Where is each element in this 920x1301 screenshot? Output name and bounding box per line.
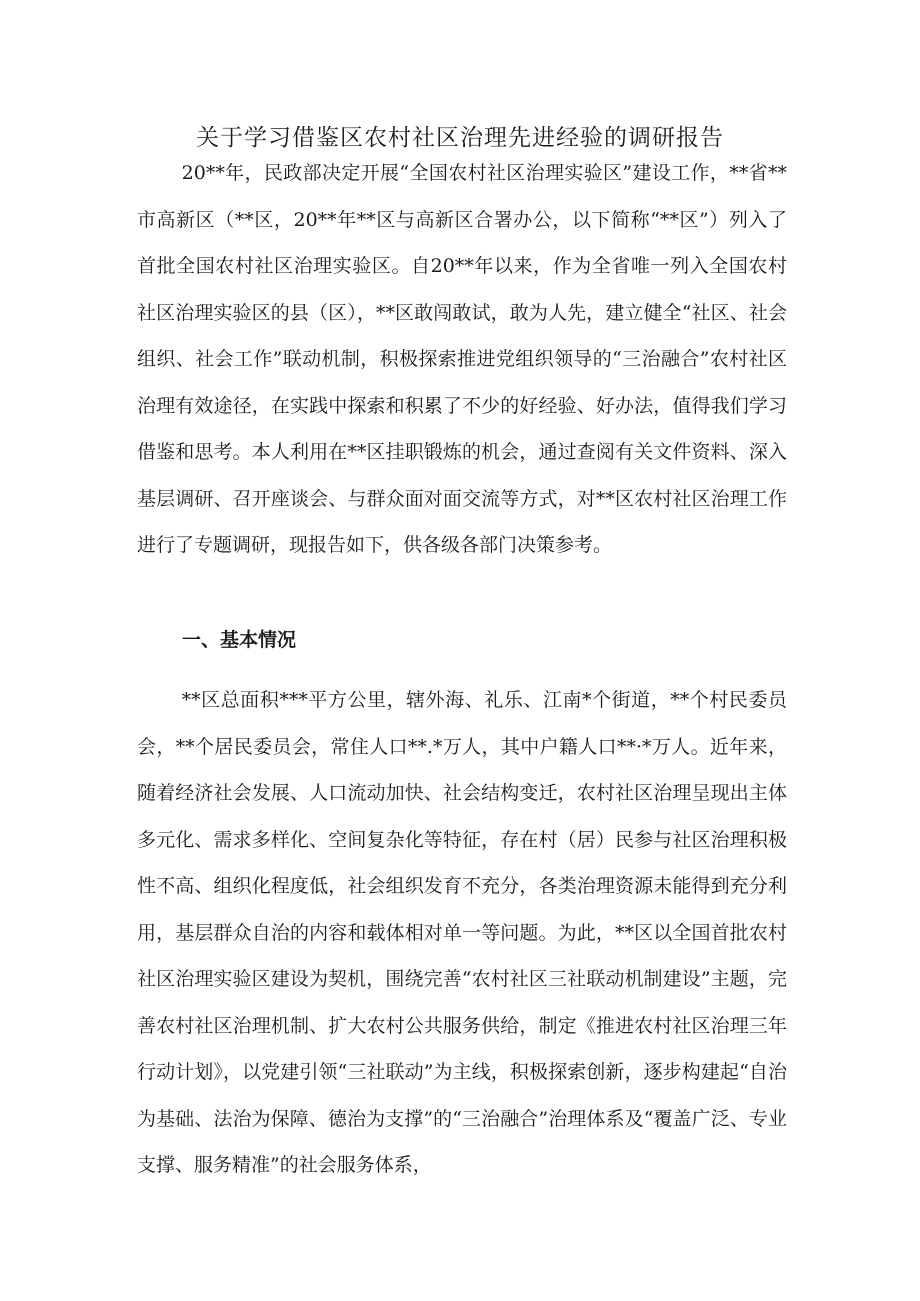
section-paragraph: **区总面积***平方公里，辖外海、礼乐、江南*个街道，**个村民委员会，**个居民委员会，常住人口**.*万人，其中户籍人口**·*万人。近年来，随着经济社会发展、人口流动加快、社会结构变迁，农村社区治理呈现出主体多元化、需求多样化、空间复杂化等特征，存在村（居）民参与社区治理积极性不高、组织化程度低，社会组织发育不充分，各类治理资源未能得到充分利用，基层群众自治的内容和载体相对单一等问题。为此，**区以全国首批农村社区治理实验区建设为契机，围绕完善“农村社区三社联动机制建设”主题，完善农村社区治理机制、扩大农村公共服务供给，制定《推进农村社区治理三年行动计划》，以党建引领“三社联动”为主线，积极探索创新，逐步构建起“自治为基础、法治为保障、德治为支撑”的“三治融合”治理体系及“覆盖广泛、专业支撑、服务精准”的社会服务体系， — [137, 689, 787, 1176]
intro-paragraph: 20**年，民政部决定开展“全国农村社区治理实验区”建设工作，**省**市高新区（**区，20**年**区与高新区合署办公，以下简称“**区”）列入了首批全国农村社区治理实验区。自20**年以来，作为全省唯一列入全国农村社区治理实验区的县（区），**区敢闯敢试，敢为人先，建立健全“社区、社会组织、社会工作”联动机制，积极探索推进党组织领导的“三治融合”农村社区治理有效途径，在实践中探索和积累了不少的好经验、好办法，值得我们学习借鉴和思考。本人利用在**区挂职锻炼的机会，通过查阅有关文件资料、深入基层调研、召开座谈会、与群众面对面交流等方式，对**区农村社区治理工作进行了专题调研，现报告如下，供各级各部门决策参考。 — [137, 162, 787, 556]
document-title: 关于学习借鉴区农村社区治理先进经验的调研报告 — [196, 125, 724, 151]
section-heading: 一、基本情况 — [182, 629, 297, 651]
